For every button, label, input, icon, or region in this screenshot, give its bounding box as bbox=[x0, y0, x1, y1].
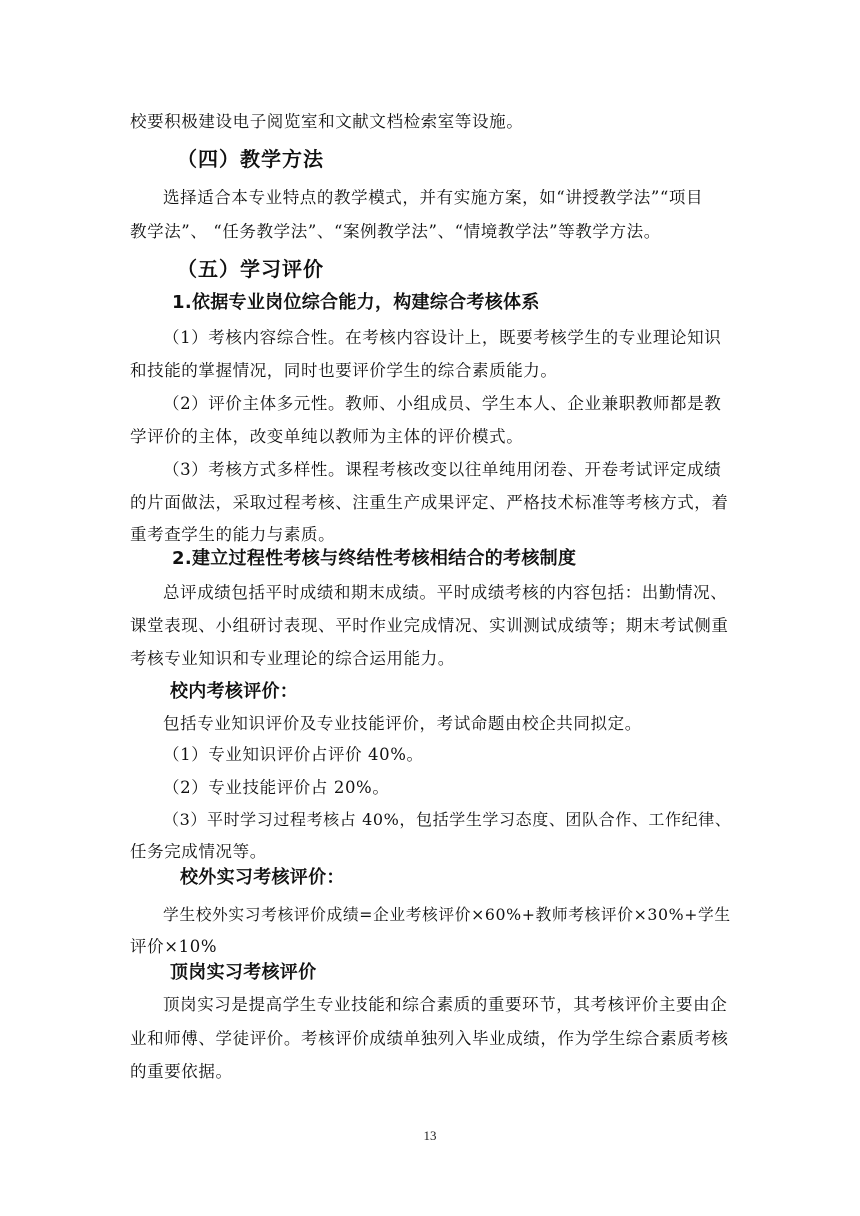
subsection-heading-1: 1.依据专业岗位综合能力，构建综合考核体系 bbox=[172, 292, 540, 313]
paragraph-line: 校要积极建设电子阅览室和文献文档检索室等设施。 bbox=[130, 112, 524, 131]
paragraph-line: 学生校外实习考核评价成绩=企业考核评价×60%+教师考核评价×30%+学生 bbox=[163, 905, 731, 924]
section-heading-learning-evaluation: （五）学习评价 bbox=[177, 257, 324, 281]
paragraph-line: 学评价的主体，改变单纯以教师为主体的评价模式。 bbox=[130, 427, 524, 446]
paragraph-line: 顶岗实习是提高学生专业技能和综合素质的重要环节，其考核评价主要由企 bbox=[163, 995, 728, 1014]
paragraph-line: 评价×10% bbox=[130, 937, 218, 956]
paragraph-line: 的重要依据。 bbox=[130, 1062, 233, 1081]
paragraph-line: 任务完成情况等。 bbox=[130, 842, 267, 861]
heading-placement-internship-assessment: 顶岗实习考核评价 bbox=[170, 962, 317, 983]
section-heading-teaching-methods: （四）教学方法 bbox=[177, 147, 324, 171]
paragraph-line: 和技能的掌握情况，同时也要评价学生的综合素质能力。 bbox=[130, 361, 558, 380]
paragraph-line: 业和师傅、学徒评价。考核评价成绩单独列入毕业成绩，作为学生综合素质考核 bbox=[130, 1029, 729, 1048]
paragraph-line: （1）考核内容综合性。在考核内容设计上，既要考核学生的专业理论知识 bbox=[163, 328, 722, 347]
paragraph-line: （3）平时学习过程考核占 40%，包括学生学习态度、团队合作、工作纪律、 bbox=[163, 810, 732, 829]
paragraph-line: （2）评价主体多元性。教师、小组成员、学生本人、企业兼职教师都是教 bbox=[163, 394, 722, 413]
paragraph-line: （2）专业技能评价占 20%。 bbox=[163, 778, 390, 797]
heading-external-internship-assessment: 校外实习考核评价： bbox=[180, 867, 345, 888]
paragraph-line: （3）考核方式多样性。课程考核改变以往单纯用闭卷、开卷考试评定成绩 bbox=[163, 460, 722, 479]
paragraph-line: 教学法”、 “任务教学法”、“案例教学法”、“情境教学法”等教学方法。 bbox=[130, 222, 661, 241]
paragraph-line: 包括专业知识评价及专业技能评价，考试命题由校企共同拟定。 bbox=[163, 714, 642, 733]
page-number: 13 bbox=[423, 1128, 437, 1143]
paragraph-line: （1）专业知识评价占评价 40%。 bbox=[163, 745, 424, 764]
subsection-heading-2: 2.建立过程性考核与终结性考核相结合的考核制度 bbox=[172, 548, 577, 569]
paragraph-line: 总评成绩包括平时成绩和期末成绩。平时成绩考核的内容包括：出勤情况、 bbox=[163, 583, 728, 602]
paragraph-line: 课堂表现、小组研讨表现、平时作业完成情况、实训测试成绩等；期末考试侧重 bbox=[130, 616, 729, 635]
paragraph-line: 选择适合本专业特点的教学模式，并有实施方案，如“讲授教学法”“项目 bbox=[163, 188, 704, 207]
heading-internal-assessment: 校内考核评价： bbox=[170, 681, 299, 702]
paragraph-line: 考核专业知识和专业理论的综合运用能力。 bbox=[130, 649, 455, 668]
paragraph-line: 重考查学生的能力与素质。 bbox=[130, 525, 336, 544]
paragraph-line: 的片面做法，采取过程考核、注重生产成果评定、严格技术标准等考核方式，着 bbox=[130, 493, 729, 512]
